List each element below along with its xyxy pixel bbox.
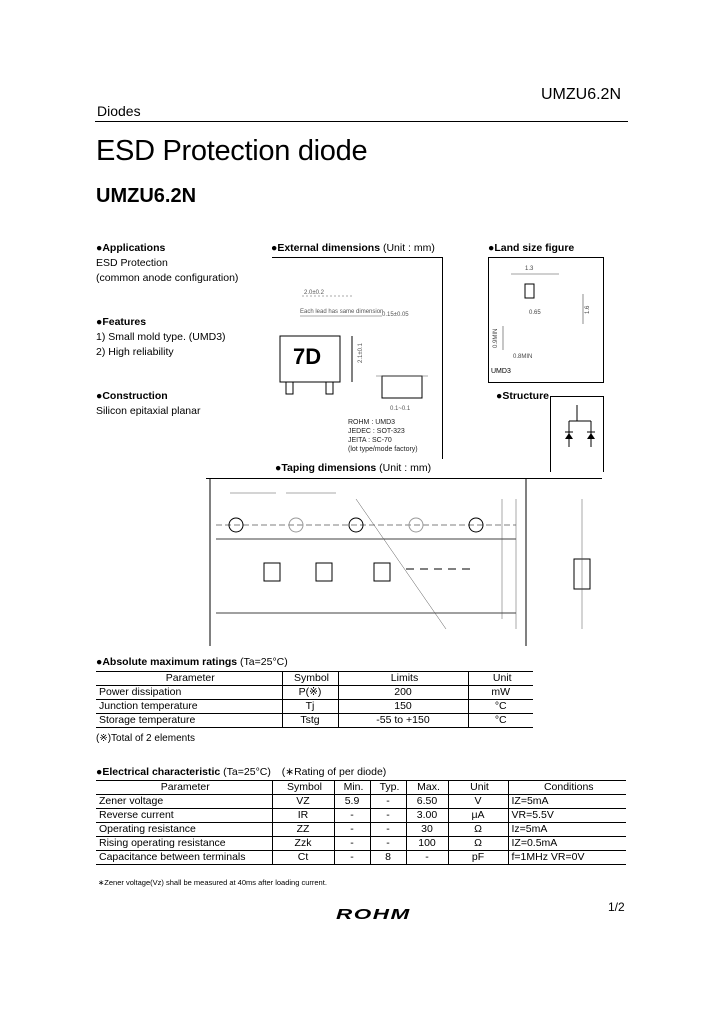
external-dimensions-heading: ●External dimensions (Unit : mm) xyxy=(271,242,435,254)
table-cell: 150 xyxy=(338,700,468,714)
structure-figure xyxy=(550,396,604,472)
table-cell: 8 xyxy=(370,851,406,865)
features-heading: ●Features xyxy=(96,316,147,328)
page-title: ESD Protection diode xyxy=(96,135,368,167)
applications-line: (common anode configuration) xyxy=(96,272,239,284)
table-cell: - xyxy=(370,795,406,809)
features-line: 1) Small mold type. (UMD3) xyxy=(96,331,226,343)
table-header-cell: Max. xyxy=(406,781,448,795)
applications-line: ESD Protection xyxy=(96,257,168,269)
table-cell: f=1MHz VR=0V xyxy=(511,851,585,863)
table-cell: - xyxy=(370,809,406,823)
electrical-table xyxy=(96,780,626,865)
applications-heading: ●Applications xyxy=(96,242,166,254)
table-cell: Zener voltage xyxy=(96,795,272,809)
table-cell: - xyxy=(334,837,370,851)
construction-text xyxy=(96,404,200,419)
table-row xyxy=(96,809,626,823)
table-header-row xyxy=(96,781,626,795)
table-cell: 200 xyxy=(338,686,468,700)
table-cell: Tj xyxy=(282,700,338,714)
table-cell: Ω xyxy=(448,823,508,837)
applications-text xyxy=(96,256,238,286)
header-rule xyxy=(95,121,628,122)
table-cell: Operating resistance xyxy=(96,823,272,837)
taping-figure xyxy=(206,478,602,646)
table-cell: -55 to +150 xyxy=(338,714,468,728)
land-pattern-drawing xyxy=(489,258,603,382)
table-cell: 100 xyxy=(406,837,448,851)
electrical-heading: ●Electrical characteristic (Ta=25°C) (∗Rating of per diode) xyxy=(96,766,387,778)
table-row xyxy=(96,823,626,837)
svg-text:2.0±0.2: 2.0±0.2 xyxy=(304,290,324,296)
table-cell: Capacitance between terminals xyxy=(96,851,272,865)
land-size-heading: ●Land size figure xyxy=(488,242,575,254)
table-cell: Power dissipation xyxy=(96,686,282,700)
rohm-logo: ROHM xyxy=(336,906,411,923)
table-cell: Reverse current xyxy=(96,809,272,823)
table-cell: IZ=0.5mA xyxy=(511,837,558,849)
marking-code: 7D xyxy=(293,344,322,369)
table-row xyxy=(96,700,533,714)
table-cell: ZZ xyxy=(272,823,334,837)
land-size-package-label: UMD3 xyxy=(491,368,511,375)
table-header-cell: Parameter xyxy=(96,672,282,686)
table-cell: μA xyxy=(448,809,508,823)
table-header-cell: Symbol xyxy=(272,781,334,795)
table-cell: Iz=5mA xyxy=(511,823,548,835)
package-code-line: JEITA : SC-70 xyxy=(348,437,392,444)
structure-heading: ●Structure xyxy=(496,390,550,402)
table-cell: - xyxy=(334,823,370,837)
table-cell: V xyxy=(448,795,508,809)
page-number: 1/2 xyxy=(608,900,625,914)
table-cell: Tstg xyxy=(282,714,338,728)
abs-max-note: (※)Total of 2 elements xyxy=(96,733,195,744)
table-cell: - xyxy=(334,809,370,823)
table-cell: Ct xyxy=(272,851,334,865)
table-header-cell: Symbol xyxy=(282,672,338,686)
table-row xyxy=(96,795,626,809)
table-cell: Rising operating resistance xyxy=(96,837,272,851)
table-cell: - xyxy=(334,851,370,865)
table-cell: Zzk xyxy=(272,837,334,851)
package-code-line: ROHM : UMD3 xyxy=(348,419,396,426)
svg-text:2.1±0.1: 2.1±0.1 xyxy=(358,343,364,363)
table-row xyxy=(96,851,626,865)
lot-note: (lot type/mode factory) xyxy=(348,446,418,453)
table-row xyxy=(96,837,626,851)
table-cell: 5.9 xyxy=(334,795,370,809)
table-header-cell: Min. xyxy=(334,781,370,795)
table-cell: VR=5.5V xyxy=(511,809,554,821)
land-dim-label: 0.9MIN xyxy=(493,328,499,348)
header-category: Diodes xyxy=(97,103,141,119)
table-cell: 30 xyxy=(406,823,448,837)
table-header-cell: Typ. xyxy=(370,781,406,795)
svg-text:Each lead has same dimension: Each lead has same dimension xyxy=(300,309,384,315)
land-dim-label: 0.8MIN xyxy=(513,354,533,360)
table-row xyxy=(96,686,533,700)
package-code-line: JEDEC : SOT-323 xyxy=(348,428,405,435)
table-cell: - xyxy=(406,851,448,865)
table-cell: mW xyxy=(491,686,511,698)
electrical-footnote: ∗Zener voltage(Vz) shall be measured at 40ms after loading current. xyxy=(98,878,327,887)
abs-max-table xyxy=(96,671,533,728)
table-header-cell: Limits xyxy=(338,672,468,686)
table-cell: - xyxy=(370,837,406,851)
features-text xyxy=(96,330,226,360)
abs-max-heading: ●Absolute maximum ratings (Ta=25°C) xyxy=(96,656,288,668)
table-row xyxy=(96,714,533,728)
table-cell: IZ=5mA xyxy=(511,795,549,807)
taping-heading: ●Taping dimensions (Unit : mm) xyxy=(275,462,432,474)
table-cell: Ω xyxy=(448,837,508,851)
table-cell: pF xyxy=(448,851,508,865)
table-header-cell: Conditions xyxy=(543,781,594,793)
construction-line: Silicon epitaxial planar xyxy=(96,405,201,417)
svg-text:0.15±0.05: 0.15±0.05 xyxy=(382,312,409,318)
table-cell: 3.00 xyxy=(406,809,448,823)
tape-drawing xyxy=(206,479,602,646)
diode-schematic xyxy=(551,397,603,472)
construction-heading: ●Construction xyxy=(96,390,168,402)
table-cell: Junction temperature xyxy=(96,700,282,714)
land-size-figure xyxy=(488,257,604,383)
table-header-cell: Parameter xyxy=(96,781,272,795)
table-header-cell: Unit xyxy=(448,781,508,795)
features-line: 2) High reliability xyxy=(96,346,174,358)
land-dim-label: 1.3 xyxy=(525,266,534,272)
table-header-row xyxy=(96,672,533,686)
header-part-number: UMZU6.2N xyxy=(541,86,622,103)
table-cell: °C xyxy=(494,714,507,726)
land-dim-label: 1.6 xyxy=(585,305,591,314)
table-cell: °C xyxy=(494,700,507,712)
table-cell: - xyxy=(370,823,406,837)
table-cell: IR xyxy=(272,809,334,823)
land-dim-label: 0.65 xyxy=(529,310,541,316)
table-cell: VZ xyxy=(272,795,334,809)
package-codes xyxy=(348,418,418,454)
svg-text:0.1~0.1: 0.1~0.1 xyxy=(390,406,411,412)
table-header-cell: Unit xyxy=(492,672,512,684)
table-cell: 6.50 xyxy=(406,795,448,809)
page-subtitle: UMZU6.2N xyxy=(96,185,197,207)
table-cell: Storage temperature xyxy=(96,714,282,728)
table-cell: P(※) xyxy=(282,686,338,700)
